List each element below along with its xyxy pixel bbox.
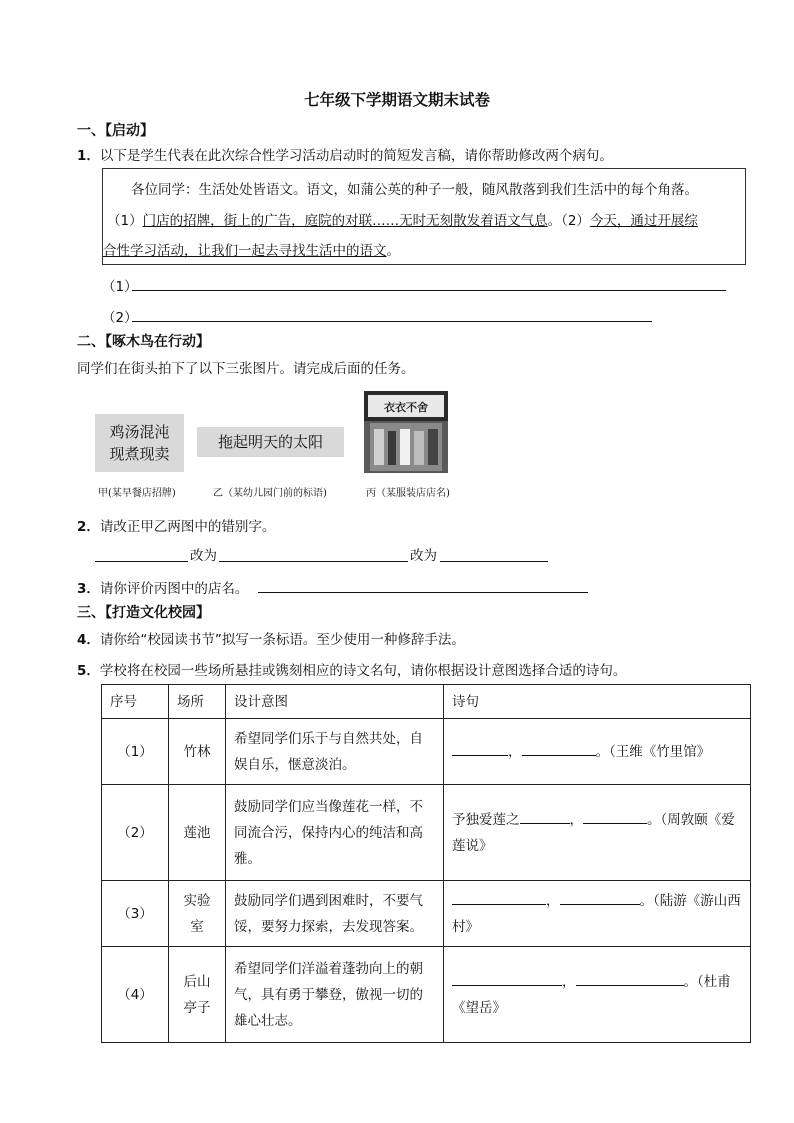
answer-line-2c[interactable] <box>440 561 548 562</box>
header-cell: 诗句 <box>444 685 751 719</box>
blank[interactable] <box>520 809 570 824</box>
figure-a-sign: 鸡汤混沌 现煮现卖 <box>95 414 184 472</box>
answer-line-2a[interactable] <box>95 561 188 562</box>
speech-passage-box <box>102 168 746 265</box>
poem-cell: ， 。（王维《竹里馆》 <box>444 719 751 785</box>
question-5: 5．学校将在校园一些场所悬挂或镌刻相应的诗文名句，请你根据设计意图选择合适的诗句。 <box>77 663 627 679</box>
figure-b-banner: 拖起明天的太阳 <box>197 427 344 457</box>
caption-b: 乙（某幼儿园门前的标语) <box>213 488 327 499</box>
table-header-row <box>102 685 751 719</box>
answer-label-2: （2） <box>102 310 138 326</box>
section-heading-campus: 三、【打造文化校园】 <box>77 605 210 621</box>
poem-cell: 予独爱莲之 ， 。（周敦颐《爱莲说》 <box>444 785 751 881</box>
table-row: （3） 实验室 鼓励同学们遇到困难时，不要气馁，要努力探索，去发现答案。 ， 。（陆游《游山西村》 <box>102 881 751 947</box>
sick-sentence-1: 门店的招牌，街上的广告，庭院的对联……无时无刻散发着语文气息 <box>142 213 548 229</box>
answer-line-2[interactable] <box>132 321 652 322</box>
page-title: 七年级下学期语文期末试卷 <box>303 91 490 109</box>
section-2-intro: 同学们在街头拍下了以下三张图片。请完成后面的任务。 <box>77 361 415 377</box>
header-cell: 场所 <box>169 685 226 719</box>
shop-sign-text: 衣衣不舍 <box>384 401 428 414</box>
answer-line-2b[interactable] <box>219 561 408 562</box>
header-cell: 序号 <box>102 685 169 719</box>
caption-c: 丙（某服装店店名) <box>366 488 450 499</box>
sick-sentence-2-start: 今天，通过开展综 <box>589 213 698 229</box>
caption-a: 甲(某早餐店招牌) <box>98 488 176 499</box>
question-4: 4．请你给“校园读书节”拟写一条标语。至少使用一种修辞手法。 <box>77 632 465 648</box>
poem-table <box>101 684 751 1043</box>
blank[interactable] <box>452 741 508 756</box>
section-heading-woodpecker: 二、【啄木鸟在行动】 <box>77 334 210 350</box>
table-row: （4） 后山亭子 希望同学们洋溢着蓬勃向上的朝气，具有勇于攀登，傲视一切的雄心壮志。 ， 。（杜甫《望岳》 <box>102 947 751 1043</box>
table-row: （1） 竹林 希望同学们乐于与自然共处，自娱自乐，惬意淡泊。 ， 。（王维《竹里馆》 <box>102 719 751 785</box>
gai-wei-1: 改为 <box>190 548 217 564</box>
blank[interactable] <box>583 809 647 824</box>
passage-line-1: 各位同学：生活处处皆语文。语文，如蒲公英的种子一般，随风散落到我们生活中的每个角落。 <box>131 182 698 198</box>
answer-label-1: （1） <box>102 279 138 295</box>
question-2: 2．请改正甲乙两图中的错别字。 <box>77 519 276 535</box>
passage-line-2: （1）门店的招牌，街上的广告，庭院的对联……无时无刻散发着语文气息。（2）今天，通过开展综 <box>107 213 698 229</box>
poem-cell: ， 。（杜甫《望岳》 <box>444 947 751 1043</box>
header-cell: 设计意图 <box>226 685 444 719</box>
poem-cell: ， 。（陆游《游山西村》 <box>444 881 751 947</box>
question-1 <box>77 144 613 164</box>
answer-line-1[interactable] <box>132 290 726 291</box>
blank[interactable] <box>452 890 546 905</box>
passage-line-3: 合性学习活动，让我们一起去寻找生活中的语文。 <box>103 243 400 259</box>
section-heading-start: 一、【启动】 <box>77 123 154 139</box>
question-number: 1． <box>77 148 100 164</box>
blank[interactable] <box>452 971 562 986</box>
figure-c-shop-photo <box>364 391 448 473</box>
shop-photo-image <box>364 391 448 473</box>
blank[interactable] <box>560 890 640 905</box>
blank[interactable] <box>522 741 596 756</box>
sick-sentence-2-end: 合性学习活动，让我们一起去寻找生活中的语文 <box>103 243 387 259</box>
answer-line-3[interactable] <box>258 592 588 593</box>
blank[interactable] <box>576 971 684 986</box>
table-row: （2） 莲池 鼓励同学们应当像莲花一样，不同流合污，保持内心的纯洁和高雅。 予独爱莲之 ， 。（周敦颐《爱莲说》 <box>102 785 751 881</box>
question-text: 以下是学生代表在此次综合性学习活动启动时的简短发言稿，请你帮助修改两个病句。 <box>99 148 613 164</box>
question-3: 3．请你评价丙图中的店名。 <box>77 581 249 597</box>
gai-wei-2: 改为 <box>410 548 437 564</box>
